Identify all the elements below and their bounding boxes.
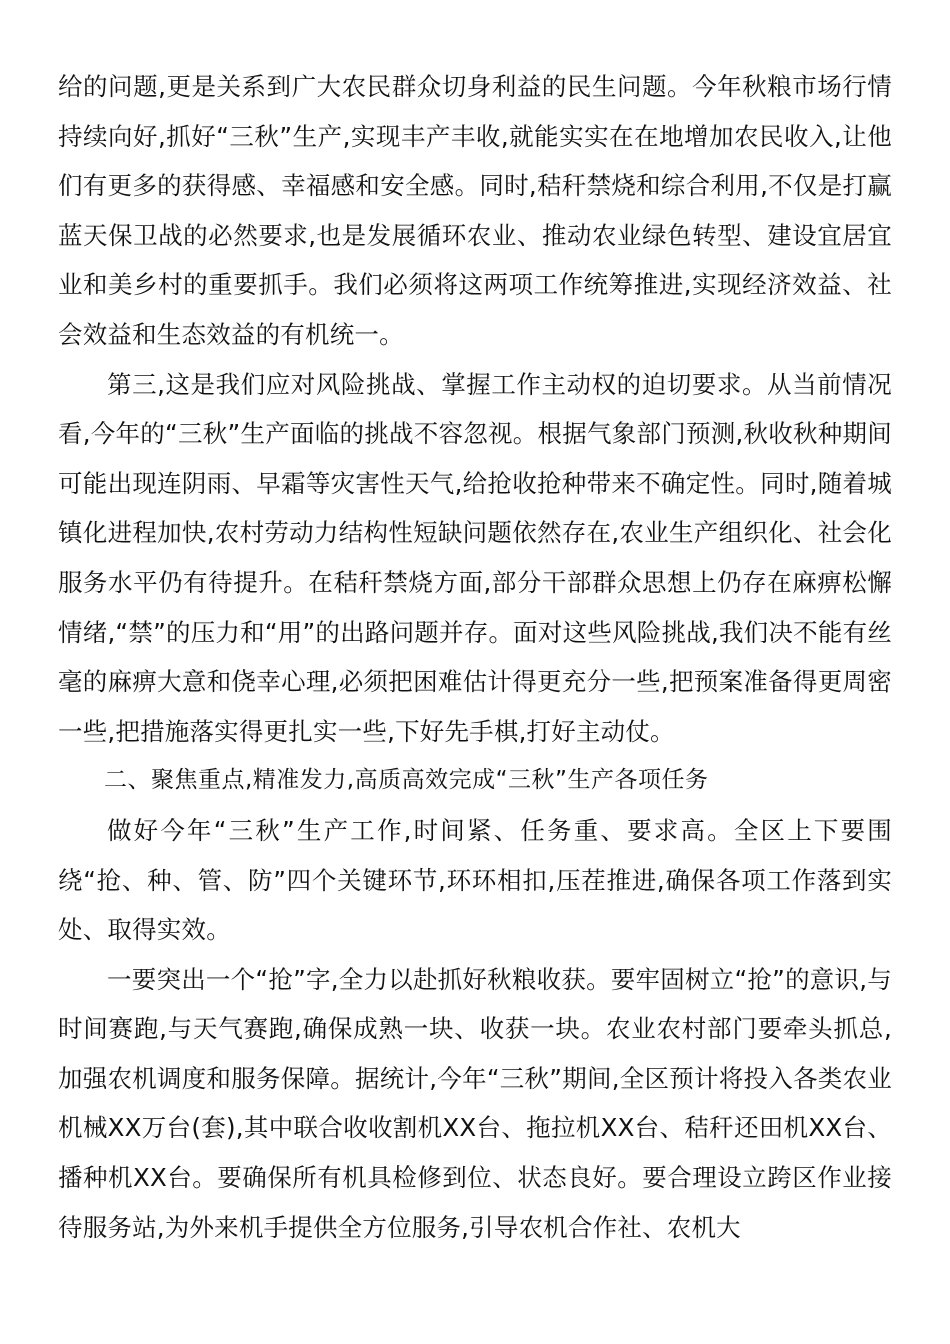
section-heading-two: 二、聚焦重点,精准发力,高质高效完成“三秋”生产各项任务 [104, 767, 709, 794]
paragraph-third-point: 第三,这是我们应对风险挑战、掌握工作主动权的迫切要求。从当前情况看,今年的“三秋”生产面临的挑战不容忽视。根据气象部门预测,秋收秋种期间可能出现连阴雨、早霜等灾害性天气,给抢收抢种带来不确定性。同时,随着城镇化进程加快,农村劳动力结构性短缺问题依然存在,农业生产组织化、社会化服务水平仍有待提升。在秸秆禁烧方面,部分干部群众思想上仍存在麻痹松懈情绪,“禁”的压力和“用”的出路问题并存。面对这些风险挑战,我们决不能有丝毫的麻痹大意和侥幸心理,必须把困难估计得更充分一些,把预案准备得更周密一些,把措施落实得更扎实一些,下好先手棋,打好主动仗。 [58, 369, 892, 746]
paragraph-first-task: 一要突出一个“抢”字,全力以赴抓好秋粮收获。要牢固树立“抢”的意识,与时间赛跑,与天气赛跑,确保成熟一块、收获一块。农业农村部门要牵头抓总,加强农机调度和服务保障。据统计,今年“三秋”期间,全区预计将投入各类农业机械XX万台(套),其中联合收收割机XX台、拖拉机XX台、秸秆还田机XX台、播种机XX台。要确保所有机具检修到位、状态良好。要合理设立跨区作业接待服务站,为外来机手提供全方位服务,引导农机合作社、农机大 [58, 964, 892, 1242]
paragraph-continuation: 给的问题,更是关系到广大农民群众切身利益的民生问题。今年秋粮市场行情持续向好,抓好“三秋”生产,实现丰产丰收,就能实实在在地增加农民收入,让他们有更多的获得感、幸福感和安全感。同时,秸秆禁烧和综合利用,不仅是打赢蓝天保卫战的必然要求,也是发展循环农业、推动农业绿色转型、建设宜居宜业和美乡村的重要抓手。我们必须将这两项工作统筹推进,实现经济效益、社会效益和生态效益的有机统一。 [58, 72, 892, 349]
document-body [58, 62, 892, 1252]
paragraph-overview: 做好今年“三秋”生产工作,时间紧、任务重、要求高。全区上下要围绕“抢、种、管、防”四个关键环节,环环相扣,压茬推进,确保各项工作落到实处、取得实效。 [58, 815, 892, 945]
